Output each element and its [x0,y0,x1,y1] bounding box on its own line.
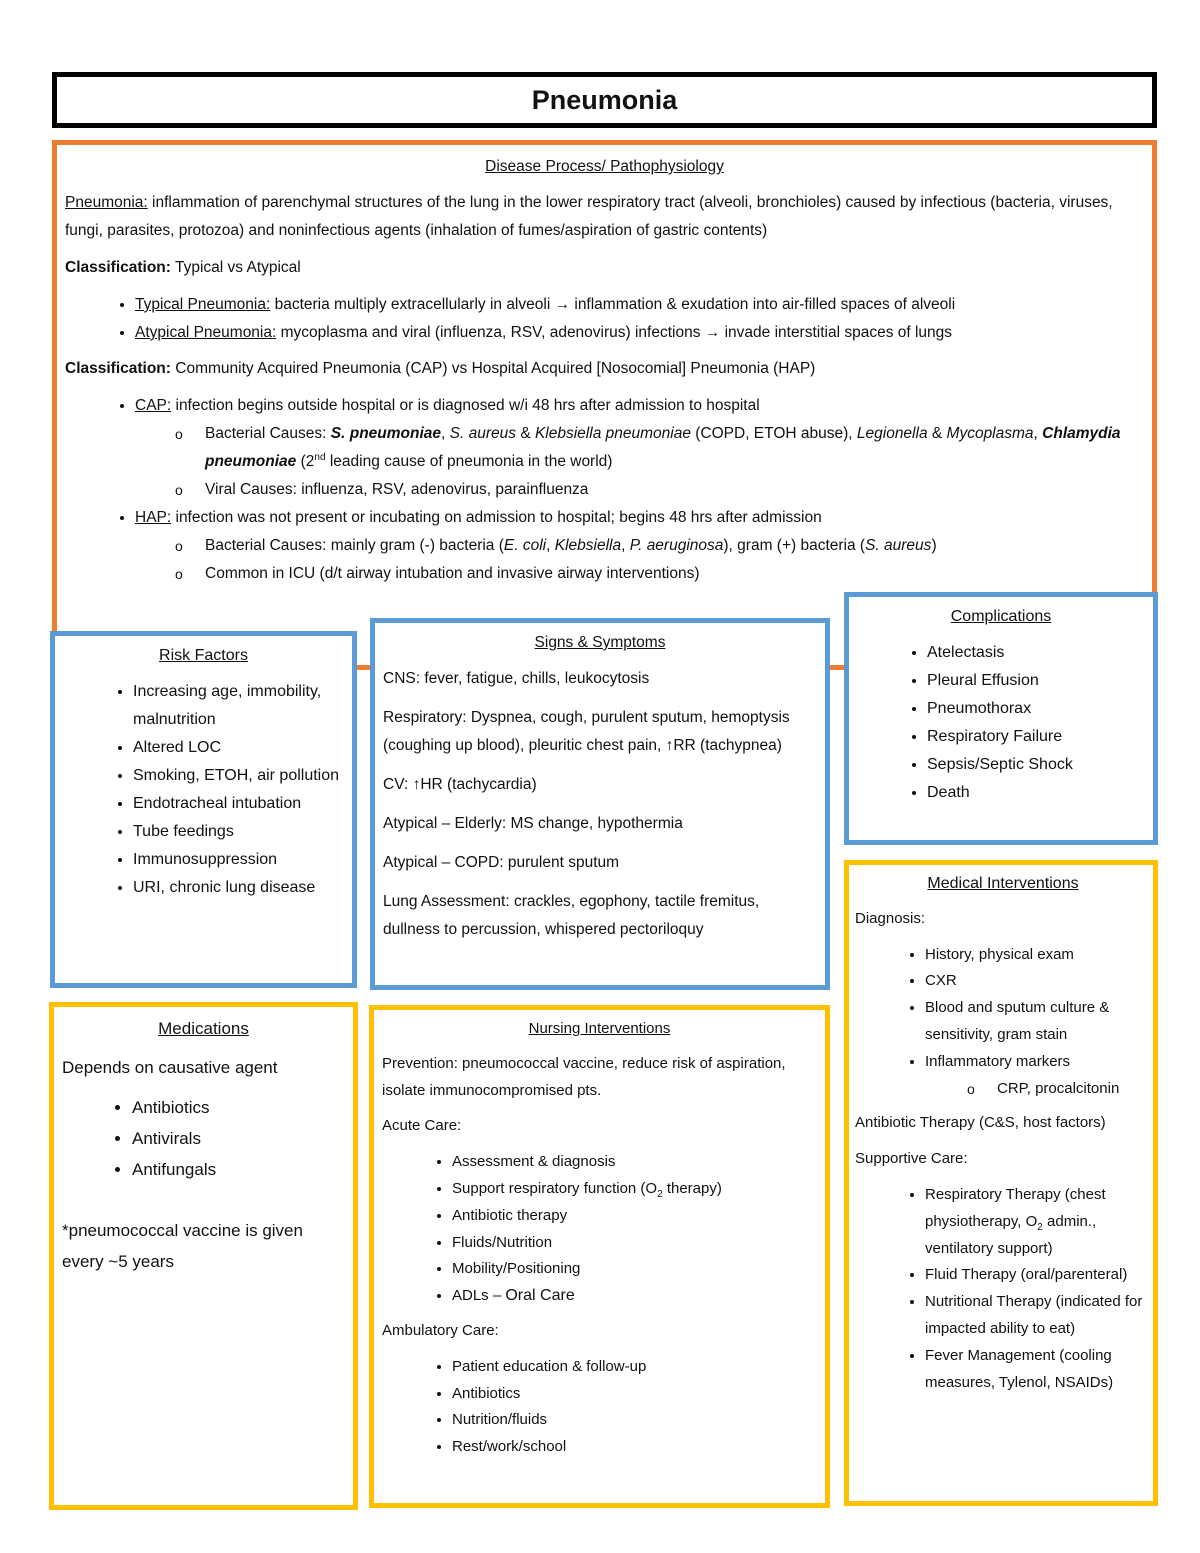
list-item: • Tube feedings [133,818,344,846]
antibiotic-therapy: Antibiotic Therapy (C&S, host factors) [855,1114,1106,1132]
list-item: • Inflammatory markers o CRP, procalcitonin [925,1049,1151,1103]
medications-list [62,1092,345,1185]
list-item: • Fluid Therapy (oral/parenteral) [925,1262,1151,1289]
cap-text: infection begins outside hospital or is diagnosed w/i 48 hrs after admission to hospital [171,397,760,414]
signs-heading: Signs & Symptoms [534,634,666,651]
list-item: • Respiratory Failure [927,723,1145,751]
nursing-heading: Nursing Interventions [528,1020,671,1037]
hap-text: infection was not present or incubating on admission to hospital; begins 48 hrs after admission [171,509,822,526]
list-item: • Blood and sputum culture & sensitivity, gram stain [925,995,1151,1049]
signs-line: CV: ↑HR (tachycardia) [383,776,537,793]
list-item: • Antivirals [132,1123,345,1154]
list-item [135,319,1144,347]
medical-interventions-section [844,860,1158,1506]
classification-text: Community Acquired Pneumonia (CAP) vs Hospital Acquired [Nosocomial] Pneumonia (HAP) [170,360,816,377]
hap-causes-list [135,532,1144,588]
risk-list [63,678,344,902]
hap-term: HAP: [135,509,172,526]
cap-causes-list [135,420,1144,504]
list-item [135,291,1144,319]
list-item: • Mobility/Positioning [452,1256,817,1283]
classification-label: Classification: [65,360,171,377]
classification-text: Typical vs Atypical [170,259,301,276]
list-item: • Assessment & diagnosis [452,1149,817,1176]
complications-list [857,639,1145,807]
prevention-text: Prevention: pneumococcal vaccine, reduce risk of aspiration, isolate immunocompromised pts. [382,1054,786,1099]
list-item: o Bacterial Causes: S. pneumoniae, S. aureus & Klebsiella pneumoniae (COPD, ETOH abuse), Legionella & Mycoplasma, Chlamydia pneumoniae (2nd leading cause of pneumonia in the world) [205,420,1144,476]
signs-line: Lung Assessment: crackles, egophony, tactile fremitus, dullness to percussion, whispered pectoriloquy [383,893,760,938]
signs-line: Atypical – COPD: purulent sputum [383,854,620,871]
diagnosis-list [855,942,1151,1103]
disease-process-section [52,140,1157,670]
list-item: • Sepsis/Septic Shock [927,751,1145,779]
typical-atypical-list [65,291,1144,347]
list-item: • Smoking, ETOH, air pollution [133,762,344,790]
list-item: • Pleural Effusion [927,667,1145,695]
classification-typical [65,254,1144,282]
cap-term: CAP: [135,397,172,414]
supportive-care-list [855,1182,1151,1396]
classification-cap-hap [65,355,1144,383]
medications-heading: Medications [158,1019,249,1038]
pneumonia-definition [65,189,1144,245]
medications-intro: Depends on causative agent [62,1058,278,1077]
acute-care-label: Acute Care: [382,1117,462,1135]
supportive-care-label: Supportive Care: [855,1150,968,1168]
list-item: o CRP, procalcitonin [997,1076,1151,1103]
list-item [135,392,1144,504]
list-item: • Atelectasis [927,639,1145,667]
signs-line: CNS: fever, fatigue, chills, leukocytosis [383,670,650,687]
title-box [52,72,1157,128]
typical-text: bacteria multiply extracellularly in alveoli → inflammation & exudation into air-filled spaces of alveoli [270,296,956,313]
list-item: • CXR [925,968,1151,995]
signs-line: Respiratory: Dyspnea, cough, purulent sputum, hemoptysis (coughing up blood), pleuritic chest pain, ↑RR (tachypnea) [383,709,790,754]
vaccine-note: *pneumococcal vaccine is given every ~5 years [62,1221,303,1271]
list-item: • Support respiratory function ($O_2$ therapy) [452,1176,817,1203]
medications-section [49,1002,358,1510]
medical-heading: Medical Interventions [927,875,1079,892]
complications-section [844,592,1158,845]
disease-heading: Disease Process/ Pathophysiology [485,158,724,175]
markers-list [925,1076,1151,1103]
atypical-text: mycoplasma and viral (influenza, RSV, adenovirus) infections → invade interstitial spaces of lungs [276,324,953,341]
atypical-term: Atypical Pneumonia: [135,324,277,341]
signs-line: Atypical – Elderly: MS change, hypothermia [383,815,683,832]
risk-factors-section [50,631,357,988]
list-item [135,504,1144,588]
list-item: • Fever Management (cooling measures, Tylenol, NSAIDs) [925,1343,1151,1397]
list-item: • History, physical exam [925,942,1151,969]
typical-term: Typical Pneumonia: [135,296,271,313]
complications-heading: Complications [950,608,1052,625]
list-item: • Nutritional Therapy (indicated for impacted ability to eat) [925,1289,1151,1343]
list-item: o Bacterial Causes: mainly gram (-) bacteria (E. coli, Klebsiella, P. aeruginosa), gram (+) bacteria (S. aureus) [205,532,1144,560]
list-item: • URI, chronic lung disease [133,874,344,902]
list-item: • Respiratory Therapy (chest physiotherapy, $O_2$ admin., ventilatory support) [925,1182,1151,1262]
list-item: o Viral Causes: influenza, RSV, adenovirus, parainfluenza [205,476,1144,504]
ambulatory-care-label: Ambulatory Care: [382,1321,499,1339]
list-item: • Antifungals [132,1154,345,1185]
list-item: • Antibiotics [132,1092,345,1123]
list-item: • Nutrition/fluids [452,1407,817,1434]
signs-symptoms-section [370,618,830,990]
list-item: • Increasing age, immobility, malnutrition [133,678,344,734]
list-item: • Pneumothorax [927,695,1145,723]
definition-text: inflammation of parenchymal structures of the lung in the lower respiratory tract (alveoli, bronchioles) caused by infectious (bacteria, viruses, fungi, parasites, protozoa) and noninfectious agents (inhalation of fumes/aspiration of gastric contents) [65,194,1113,239]
list-item: • ADLs – Oral Care [452,1283,817,1310]
diagnosis-label: Diagnosis: [855,909,926,927]
classification-label: Classification: [65,259,171,276]
definition-term: Pneumonia: [65,194,148,211]
list-item: • Endotracheal intubation [133,790,344,818]
acute-care-list [382,1149,817,1310]
list-item: o Common in ICU (d/t airway intubation and invasive airway interventions) [205,560,1144,588]
cap-hap-list [65,392,1144,588]
list-item: • Patient education & follow-up [452,1354,817,1381]
nursing-interventions-section [369,1005,830,1508]
list-item: • Antibiotic therapy [452,1203,817,1230]
list-item: • Altered LOC [133,734,344,762]
risk-heading: Risk Factors [159,647,248,664]
list-item: • Antibiotics [452,1381,817,1408]
ambulatory-care-list [382,1354,817,1461]
list-item: • Immunosuppression [133,846,344,874]
page-title: Pneumonia [531,85,678,115]
list-item: • Fluids/Nutrition [452,1230,817,1257]
list-item: • Death [927,779,1145,807]
list-item: • Rest/work/school [452,1434,817,1461]
